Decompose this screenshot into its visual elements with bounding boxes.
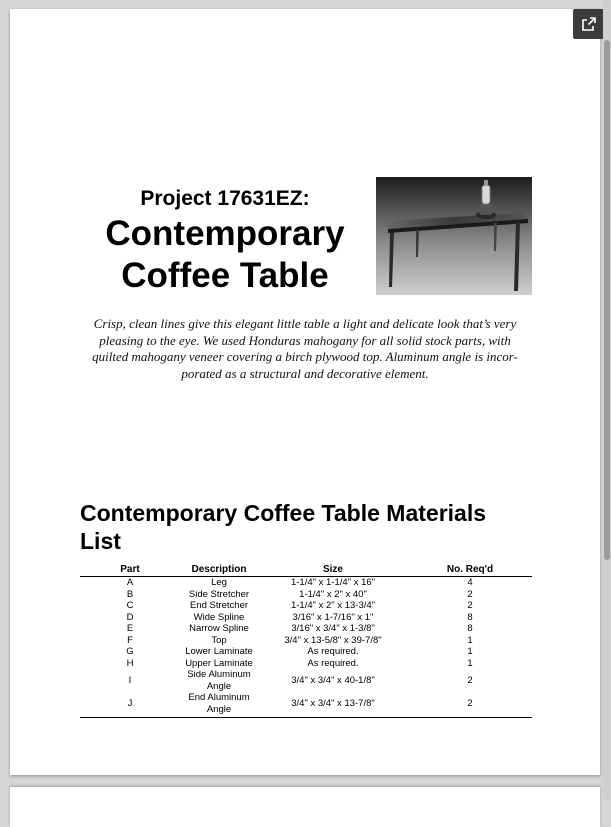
table-row (80, 658, 532, 670)
cell-description: Top (211, 634, 227, 646)
cell-part: D (126, 611, 134, 623)
cell-quantity: 2 (467, 674, 473, 686)
table-row (80, 600, 532, 612)
next-document-page (10, 787, 600, 827)
materials-table (80, 562, 532, 718)
table-row (80, 669, 532, 692)
cell-description: End Stretcher (189, 600, 249, 611)
cell-quantity: 2 (467, 588, 473, 600)
header-quantity: No. Req'd (408, 562, 532, 577)
cell-part: G (126, 646, 134, 657)
project-name-line-2: Coffee Table (121, 256, 329, 295)
cell-part: F (127, 634, 133, 646)
header-description: Description (180, 562, 258, 577)
table-row (80, 577, 532, 589)
cell-quantity: 1 (467, 646, 473, 657)
table-row (80, 692, 532, 718)
intro-line: porated as a structural and decorative element. (181, 365, 429, 381)
cell-part: J (80, 692, 180, 718)
cell-description: Side Aluminum Angle (187, 669, 251, 692)
cell-quantity: 2 (467, 600, 473, 611)
cell-quantity: 1 (467, 634, 473, 646)
scrollbar-thumb[interactable] (604, 40, 610, 560)
coffee-table-photo (376, 177, 532, 295)
cell-size: 1-1/4" x 1-1/4" x 16" (290, 577, 376, 588)
cell-description: Upper Laminate (185, 657, 253, 669)
cell-size: As required. (307, 646, 359, 657)
cell-size: 1-1/4" x 2" x 40" (299, 588, 367, 600)
cell-size: 3/4" x 3/4" x 13-7/8" (258, 692, 408, 718)
cell-description: Side Stretcher (188, 588, 250, 600)
cell-description: Lower Laminate (185, 646, 253, 657)
cell-size: 3/16" x 1-7/16" x 1" (292, 611, 374, 623)
table-row (80, 589, 532, 601)
table-row (80, 635, 532, 647)
cell-quantity: 4 (467, 577, 473, 588)
project-intro (80, 316, 530, 382)
cell-size: 1-1/4" x 2" x 13-3/4" (290, 600, 376, 611)
cell-part: B (126, 588, 134, 600)
cell-part: C (126, 600, 134, 611)
materials-header-row (80, 562, 532, 577)
cell-quantity: 1 (467, 657, 473, 669)
cell-part: A (126, 577, 134, 588)
header-size: Size (258, 562, 408, 577)
title-block (95, 186, 355, 296)
cell-part: H (126, 657, 134, 669)
popout-button[interactable] (573, 9, 604, 39)
intro-line: quilted mahogany veneer covering a birch plywood top. Aluminum angle is incor- (92, 349, 518, 364)
cell-description: Wide Spline (193, 611, 245, 623)
cell-size: 3/4" x 13-5/8" x 39-7/8" (284, 634, 382, 646)
cell-description: Narrow Spline (189, 623, 249, 634)
project-id: Project 17631EZ: (140, 187, 310, 210)
cell-part: E (126, 623, 134, 634)
cell-part: I (128, 674, 132, 686)
table-row (80, 623, 532, 635)
cell-size: 3/4" x 3/4" x 40-1/8" (291, 674, 375, 686)
cell-quantity: 8 (467, 623, 473, 634)
cell-quantity: 2 (408, 692, 532, 718)
materials-list-title: Contemporary Coffee Table Materials List (80, 500, 487, 554)
cell-size: As required. (307, 657, 359, 669)
external-link-icon (581, 16, 597, 32)
intro-line: Crisp, clean lines give this elegant little table a light and delicate look that’s very (93, 316, 517, 331)
table-row (80, 646, 532, 658)
table-row (80, 612, 532, 624)
scrollbar[interactable] (603, 0, 611, 800)
cell-quantity: 8 (467, 611, 473, 623)
header-part: Part (80, 562, 180, 577)
cell-size: 3/16" x 3/4" x 1-3/8" (291, 623, 375, 634)
cell-description: End Aluminum Angle (180, 692, 258, 718)
intro-line: pleasing to the eye. We used Honduras mahogany for all solid stock parts, with (99, 332, 511, 348)
project-name-line-1: Contemporary (105, 214, 345, 253)
cell-description: Leg (211, 577, 227, 588)
